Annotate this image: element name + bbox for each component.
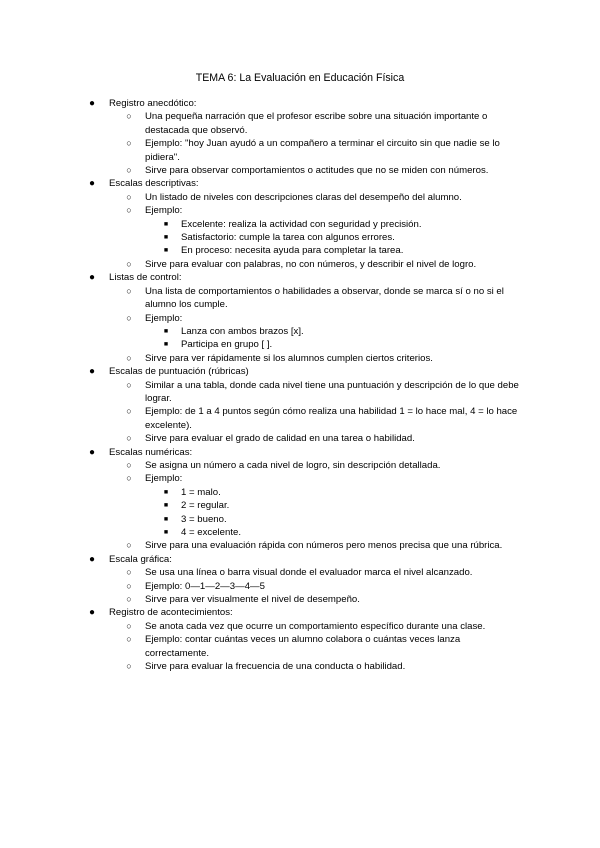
section-heading-text: Escalas de puntuación (rúbricas) [109,366,249,378]
list-item [0,204,600,217]
section-heading [0,97,600,110]
list-item [0,472,600,485]
bullet-icon: ○ [126,433,132,444]
sub-list-item-text: Participa en grupo [ ]. [181,339,273,351]
section-heading-text: Registro anecdótico: [109,98,197,109]
section-heading [0,606,600,619]
section-heading [0,446,600,459]
list-item [0,593,600,606]
list-item-text: Sirve para evaluar la frecuencia de una conducta o habilidad. [145,661,406,673]
sub-list-item-text: Excelente: realiza la actividad con seguridad y precisión. [181,218,422,230]
sub-list-item [0,486,600,499]
bullet-icon: ● [88,446,96,458]
sub-list-item-text: Lanza con ambos brazos [x]. [181,325,304,337]
list-item [0,660,600,673]
bullet-icon: ○ [126,661,132,672]
list-item [0,191,600,204]
bullet-icon: ○ [126,379,132,390]
bullet-icon: ● [88,553,96,565]
list-item [0,459,600,472]
bullet-icon: ■ [163,341,169,349]
list-item-text: Ejemplo: contar cuántas veces un alumno colabora o cuántas veces lanza correctamente. [145,634,461,659]
section-heading [0,177,600,190]
list-item-text: Un listado de niveles con descripciones claras del desempeño del alumno. [145,191,462,203]
bullet-icon: ○ [126,312,132,323]
bullet-icon: ○ [126,165,132,176]
section-heading [0,365,600,378]
bullet-icon: ● [88,366,96,378]
bullet-icon: ○ [126,580,132,591]
sub-list-item-text: 3 = bueno. [181,513,227,525]
bullet-icon: ○ [126,285,132,296]
list-item [0,285,600,312]
list-item [0,312,600,325]
list-item-text: Sirve para observar comportamientos o actitudes que no se miden con números. [145,165,489,177]
bullet-icon: ○ [126,540,132,551]
bullet-icon: ■ [163,327,169,335]
list-item-text: Sirve para ver visualmente el nivel de desempeño. [145,594,360,606]
bullet-icon: ■ [163,234,169,242]
list-item [0,620,600,633]
list-item-text: Ejemplo: 0—1—2—3—4—5 [145,580,265,592]
sub-list-item [0,325,600,338]
bullet-icon: ■ [163,488,169,496]
bullet-icon: ○ [126,406,132,417]
section-heading [0,553,600,566]
bullet-icon: ● [88,607,96,619]
list-item-text: Se usa una línea o barra visual donde el evaluador marca el nivel alcanzado. [145,567,473,579]
bullet-icon: ○ [126,191,132,202]
list-item-text: Ejemplo: [145,312,183,324]
bullet-icon: ○ [126,205,132,216]
bullet-icon: ■ [163,515,169,523]
list-item-text: Ejemplo: "hoy Juan ayudó a un compañero a terminar el circuito sin que nadie se lo pidiera". [145,138,500,163]
bullet-icon: ○ [126,620,132,631]
list-item-text: Sirve para ver rápidamente si los alumnos cumplen ciertos criterios. [145,352,433,364]
list-item-text: Se anota cada vez que ocurre un comportamiento específico durante una clase. [145,620,486,632]
sub-list-item [0,338,600,351]
bullet-icon: ○ [126,111,132,122]
list-item-text: Similar a una tabla, donde cada nivel tiene una puntuación y descripción de lo que debe lograr. [145,379,519,404]
list-item-text: Sirve para evaluar el grado de calidad en una tarea o habilidad. [145,433,415,445]
section-heading-text: Escalas descriptivas: [109,178,199,190]
section-heading-text: Registro de acontecimientos: [109,607,233,619]
list-item [0,110,600,137]
list-item [0,352,600,365]
list-item [0,258,600,271]
bullet-icon: ● [88,98,96,109]
sub-list-item [0,526,600,539]
section-heading-text: Listas de control: [109,272,182,284]
sub-list-item-text: 2 = regular. [181,500,230,512]
list-item-text: Ejemplo: [145,205,183,217]
list-item [0,580,600,593]
bullet-icon: ○ [126,459,132,470]
list-item-text: Ejemplo: [145,473,183,485]
list-item-text: Una lista de comportamientos o habilidades a observar, donde se marca sí o no si el alumno los cumple. [145,285,504,311]
document-body [0,97,600,673]
list-item [0,432,600,445]
list-item-text: Se asigna un número a cada nivel de logro, sin descripción detallada. [145,459,441,471]
bullet-icon: ○ [126,567,132,578]
bullet-icon: ■ [163,529,169,536]
sub-list-item-text: 1 = malo. [181,486,221,498]
sub-list-item [0,499,600,512]
bullet-icon: ○ [126,258,132,269]
bullet-icon: ○ [126,138,132,149]
list-item [0,137,600,164]
section-heading-text: Escala gráfica: [109,553,172,565]
list-item-text: Una pequeña narración que el profesor escribe sobre una situación importante o destacada que observó. [145,111,488,136]
sub-list-item [0,231,600,244]
bullet-icon: ○ [126,634,132,645]
list-item [0,566,600,579]
bullet-icon: ■ [163,502,169,510]
list-item [0,539,600,552]
bullet-icon: ○ [126,352,132,363]
sub-list-item-text: En proceso: necesita ayuda para completar la tarea. [181,245,404,257]
section-heading-text: Escalas numéricas: [109,446,193,458]
list-item-text: Sirve para evaluar con palabras, no con números, y describir el nivel de logro. [145,258,477,270]
list-item [0,633,600,660]
document-title: TEMA 6: La Evaluación en Educación Física [195,72,405,84]
sub-list-item [0,513,600,526]
list-item-text: Sirve para una evaluación rápida con números pero menos precisa que una rúbrica. [145,540,503,552]
list-item [0,164,600,177]
sub-list-item-text: 4 = excelente. [181,527,242,538]
bullet-icon: ○ [126,473,132,484]
list-item [0,379,600,406]
list-item [0,405,600,432]
bullet-icon: ■ [163,247,169,255]
sub-list-item [0,244,600,257]
bullet-icon: ○ [126,594,132,605]
sub-list-item-text: Satisfactorio: cumple la tarea con algunos errores. [181,232,395,244]
section-heading [0,271,600,284]
bullet-icon: ● [88,178,96,190]
sub-list-item [0,218,600,231]
bullet-icon: ● [88,272,96,284]
list-item-text: Ejemplo: de 1 a 4 puntos según cómo realiza una habilidad 1 = lo hace mal, 4 = lo hace excelente). [145,406,518,431]
bullet-icon: ■ [163,220,169,228]
